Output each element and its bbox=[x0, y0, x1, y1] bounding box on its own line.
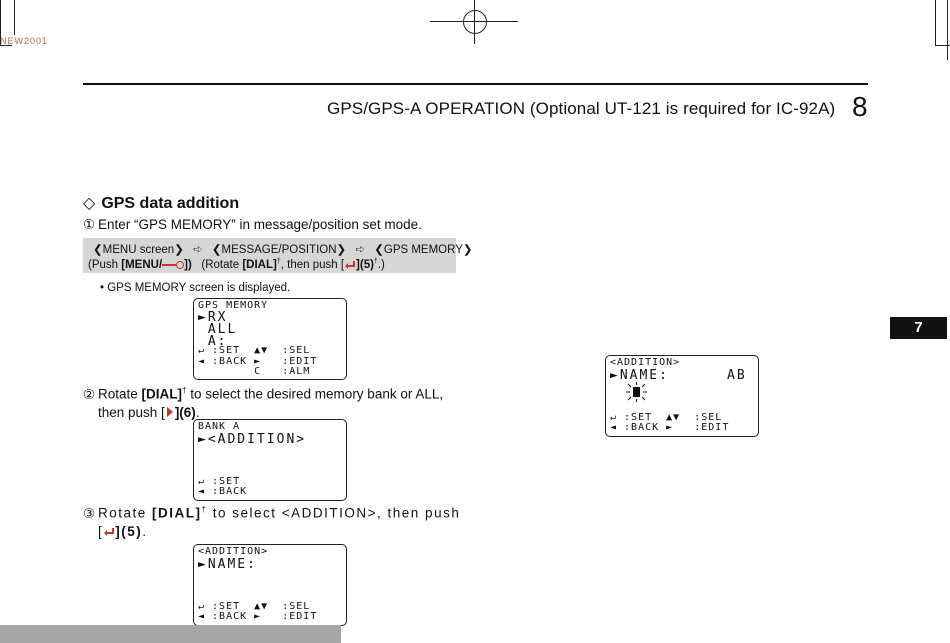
watermark: NEW2001 bbox=[0, 36, 49, 46]
arrow-icon: ➪ bbox=[355, 244, 366, 256]
section-title: ◇ GPS data addition bbox=[83, 195, 240, 212]
diamond-icon: ◇ bbox=[83, 195, 96, 212]
lcd-addition: <ADDITION> ►NAME: ↵ :SET ▲▼ :SEL ◄ :BACK ► :EDIT bbox=[193, 544, 347, 626]
footer-bar bbox=[0, 625, 341, 643]
enter-key-icon bbox=[344, 260, 356, 270]
step-1: ① Enter “GPS MEMORY” in message/position set mode. bbox=[83, 217, 422, 232]
arrow-right-key-icon bbox=[165, 405, 175, 420]
blinking-cursor-icon bbox=[624, 382, 650, 402]
step-2: ② Rotate [DIAL]† to select the desired memory bank or ALL, then push [ ](6). bbox=[83, 386, 444, 420]
key-icon bbox=[162, 261, 184, 269]
menu-path-item: ❮GPS MEMORY❯ bbox=[374, 244, 473, 256]
lcd-bank-a: BANK A ►<ADDITION> ↵ :SET ◄ :BACK bbox=[193, 419, 347, 501]
enter-key-icon bbox=[103, 527, 115, 537]
header-rule bbox=[83, 83, 868, 85]
menu-path-box: ❮MENU screen❯ ➪ ❮MESSAGE/POSITION❯ ➪ ❮GPS MEMORY❯ (Push [MENU/ ]) (Rotate [DIAL]†, then push [ ](5)†.) bbox=[83, 238, 456, 273]
page-header-title: GPS/GPS-A OPERATION (Optional UT-121 is required for IC-92A) bbox=[327, 99, 836, 118]
crop-mark bbox=[935, 0, 936, 46]
menu-path-item: ❮MENU screen❯ bbox=[93, 244, 184, 256]
menu-path-item: ❮MESSAGE/POSITION❯ bbox=[211, 244, 347, 256]
chapter-number: 8 bbox=[852, 91, 868, 122]
step-3: ③Rotate [DIAL]† to select <ADDITION>, then push [ ](5). bbox=[83, 505, 461, 539]
lcd-gps-memory: GPS MEMORY ►RX ALL A: ↵ :SET ▲▼ :SEL ◄ :BACK ► :EDIT C :ALM bbox=[193, 298, 347, 380]
crop-mark bbox=[947, 0, 948, 60]
bullet-note: • GPS MEMORY screen is displayed. bbox=[100, 282, 291, 294]
crop-mark bbox=[14, 0, 15, 35]
chapter-tab[interactable]: 7 bbox=[890, 317, 947, 339]
arrow-icon: ➪ bbox=[193, 244, 203, 256]
registration-circle bbox=[463, 10, 487, 34]
lcd-addition-name-entry: <ADDITION> ►NAME: AB ↵ :SET ▲▼ :SEL ◄ :BACK ► :EDIT bbox=[605, 355, 759, 437]
